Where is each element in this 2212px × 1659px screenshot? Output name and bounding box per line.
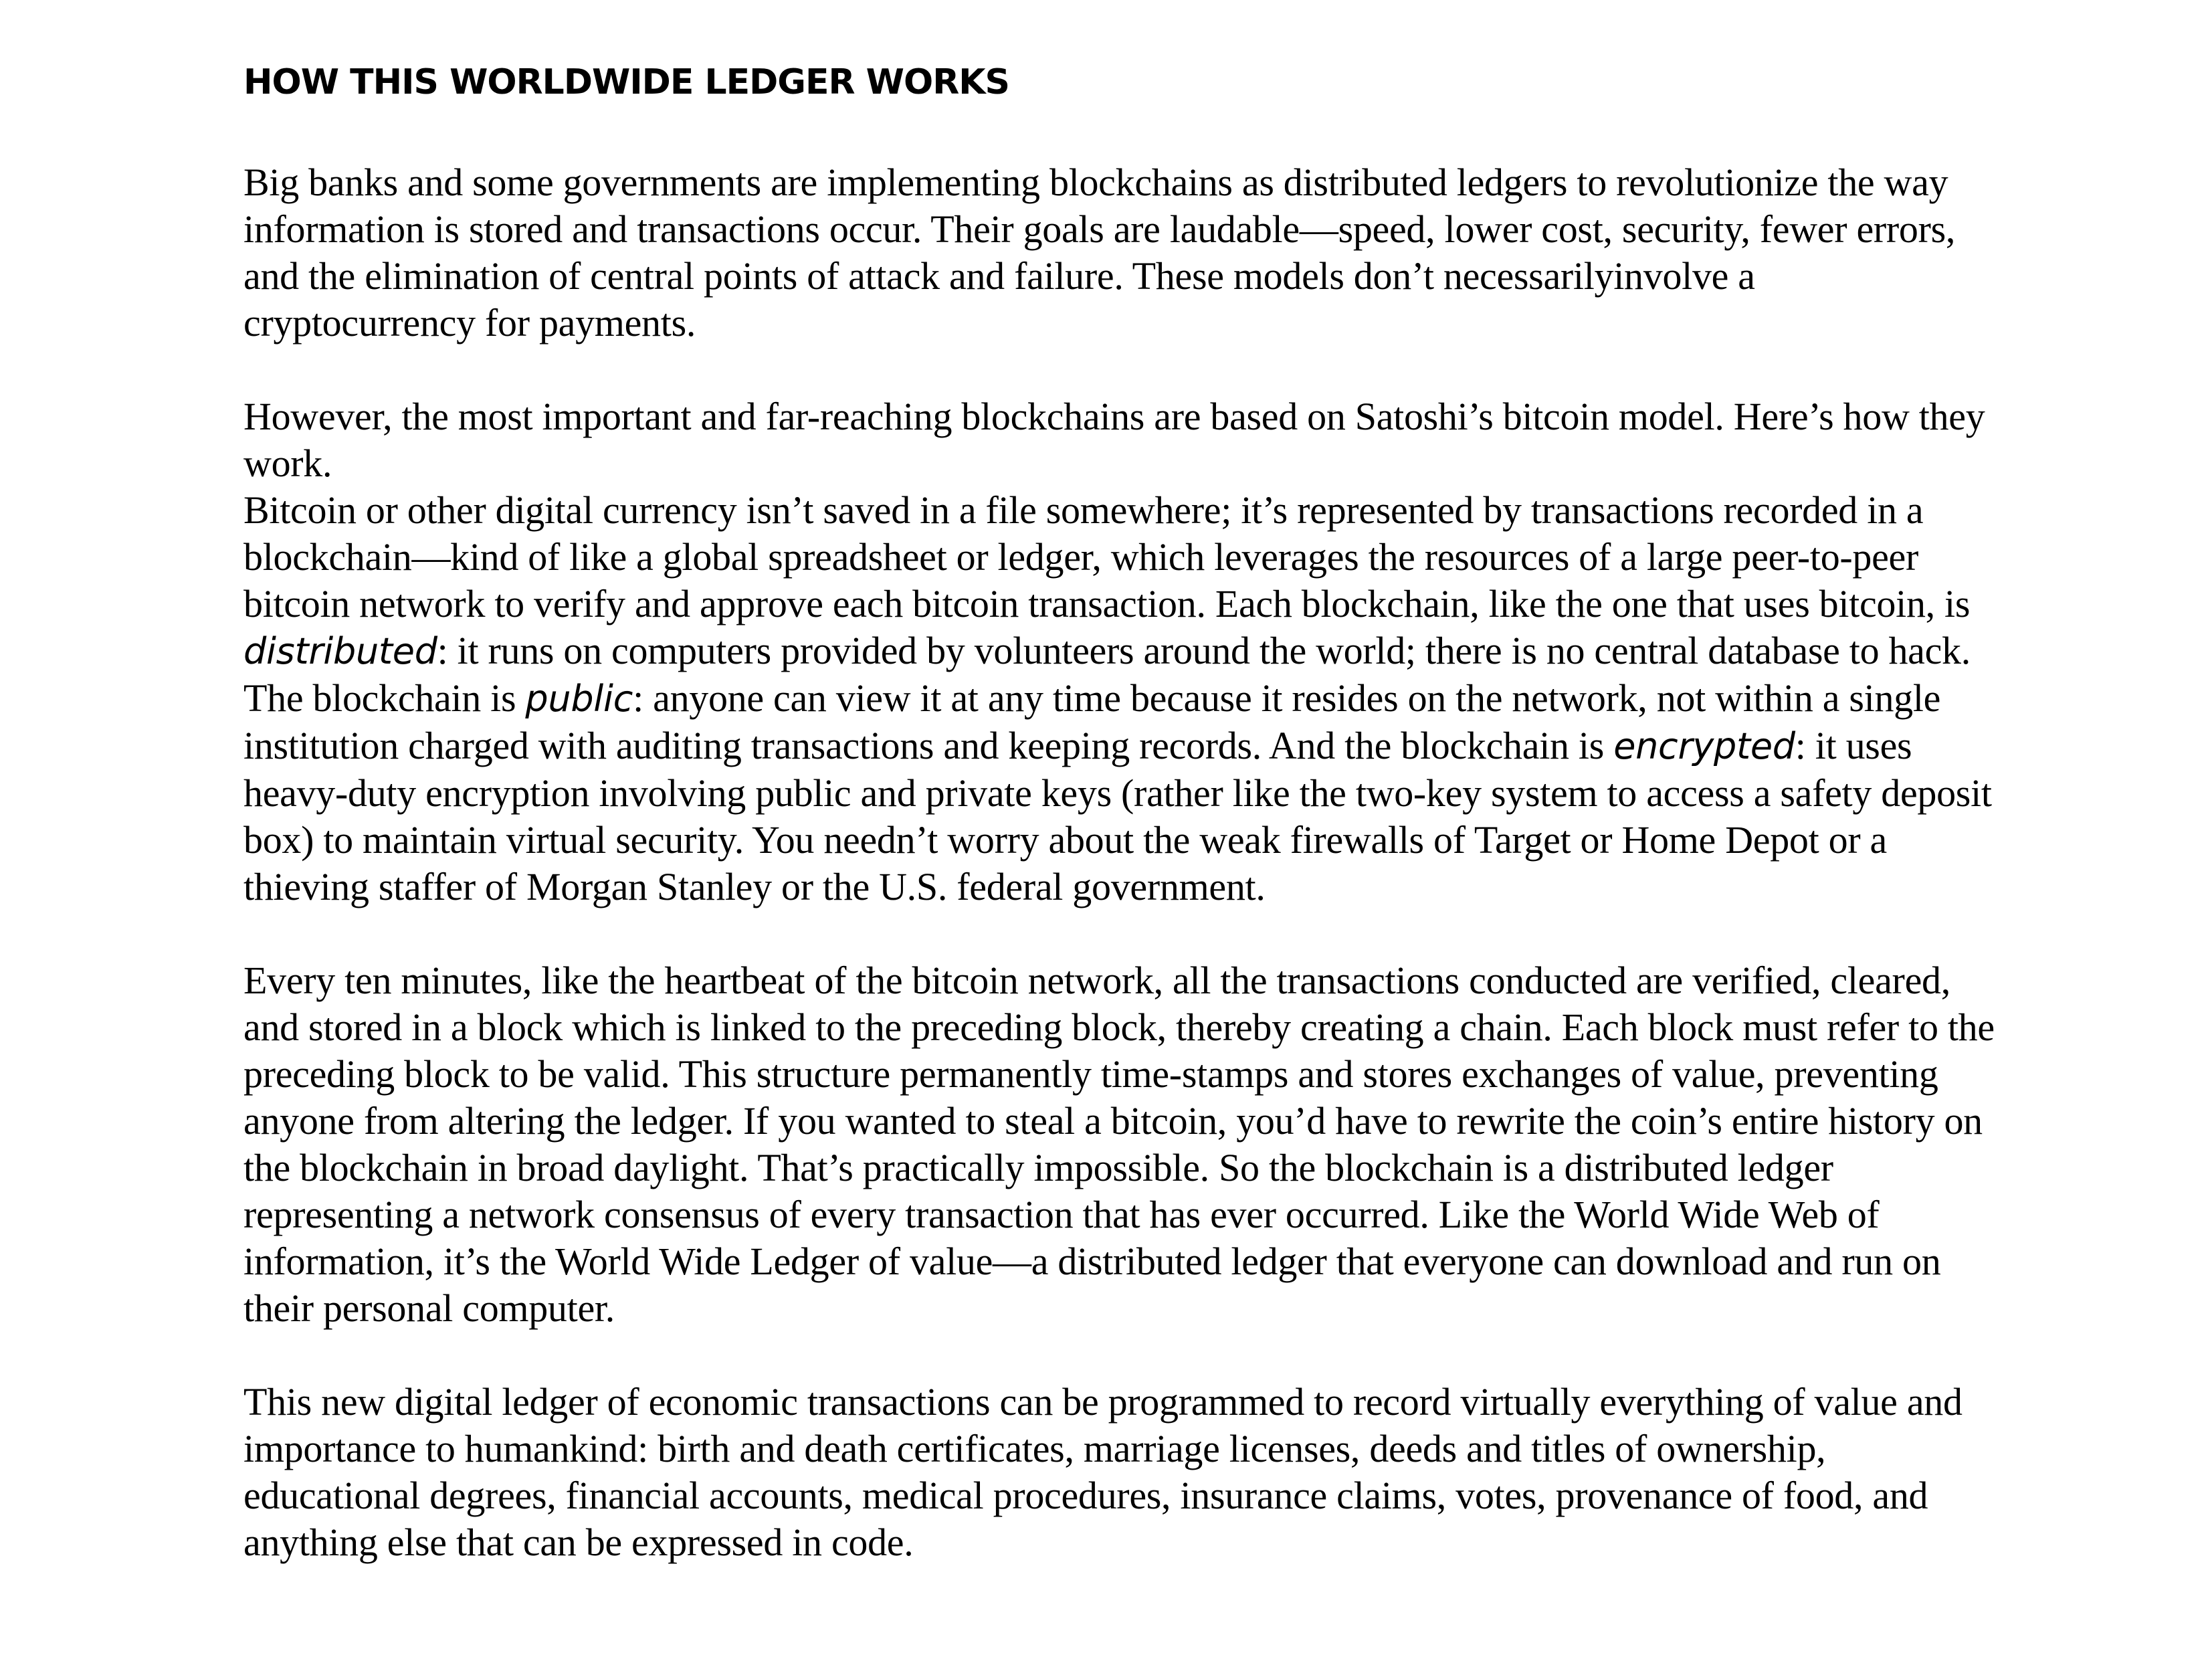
paragraph-blockchain-properties	[243, 487, 1996, 910]
emphasis-encrypted: encrypted	[1613, 725, 1795, 767]
text-run: Bitcoin or other digital currency isn’t saved in a file somewhere; it’s represented by transactions recorded in a blockchain—kind of like a global spreadsheet or ledger, which leverages the resources of a large peer-to-peer bitcoin network to verify and approve each bitcoin transaction. Each blockchain, like the one that uses bitcoin, is	[243, 488, 1971, 625]
paragraph-digital-ledger: This new digital ledger of economic transactions can be programmed to record virtually everything of value and importance to humankind: birth and death certificates, marriage licenses, deeds and titles of ownership, educational degrees, financial accounts, medical procedures, insurance claims, votes, provenance of food, and anything else that can be expressed in code.	[243, 1380, 1963, 1564]
emphasis-distributed: distributed	[243, 630, 437, 672]
text-run: : it uses heavy-duty encryption involving public and private keys (rather like the two-key system to access a safety deposit box) to maintain virtual security. You needn’t worry about the weak firewalls of Target or Home Depot or a thieving staffer of Morgan Stanley or the U.S. federal government.	[243, 724, 1992, 908]
paragraph-intro: Big banks and some governments are implementing blockchains as distributed ledgers to revolutionize the way information is stored and transactions occur. Their goals are laudable—speed, lower cost, security, fewer errors, and the elimination of central points of attack and failure. These models don’t necessarilyinvolve a cryptocurrency for payments.	[243, 161, 1956, 345]
paragraph-heartbeat: Every ten minutes, like the heartbeat of the bitcoin network, all the transactions conducted are verified, cleared, and stored in a block which is linked to the preceding block, thereby creating a chain. Each block must refer to the preceding block to be valid. This structure permanently time-stamps and stores exchanges of value, preventing anyone from altering the ledger. If you wanted to steal a bitcoin, you’d have to rewrite the coin’s entire history on the blockchain in broad daylight. That’s practically impossible. So the blockchain is a distributed ledger representing a network consensus of every transaction that has ever occurred. Like the World Wide Web of information, it’s the World Wide Ledger of value—a distributed ledger that everyone can download and run on their personal computer.	[243, 959, 1995, 1330]
text-run: : it runs on computers provided by volunteers around the world; there is no central database to hack. The blockchain is	[243, 629, 1971, 720]
text-run: : anyone can view it at any time because it resides on the network, not within a single institution charged with auditing transactions and keeping records. And the blockchain is	[243, 676, 1941, 767]
document-page	[243, 52, 1996, 1566]
emphasis-public: public	[525, 678, 633, 720]
paragraph-satoshi-model: However, the most important and far-reaching blockchains are based on Satoshi’s bitcoin model. Here’s how they work.	[243, 395, 1985, 485]
page-title: HOW THIS WORLDWIDE LEDGER WORKS	[243, 62, 1009, 102]
